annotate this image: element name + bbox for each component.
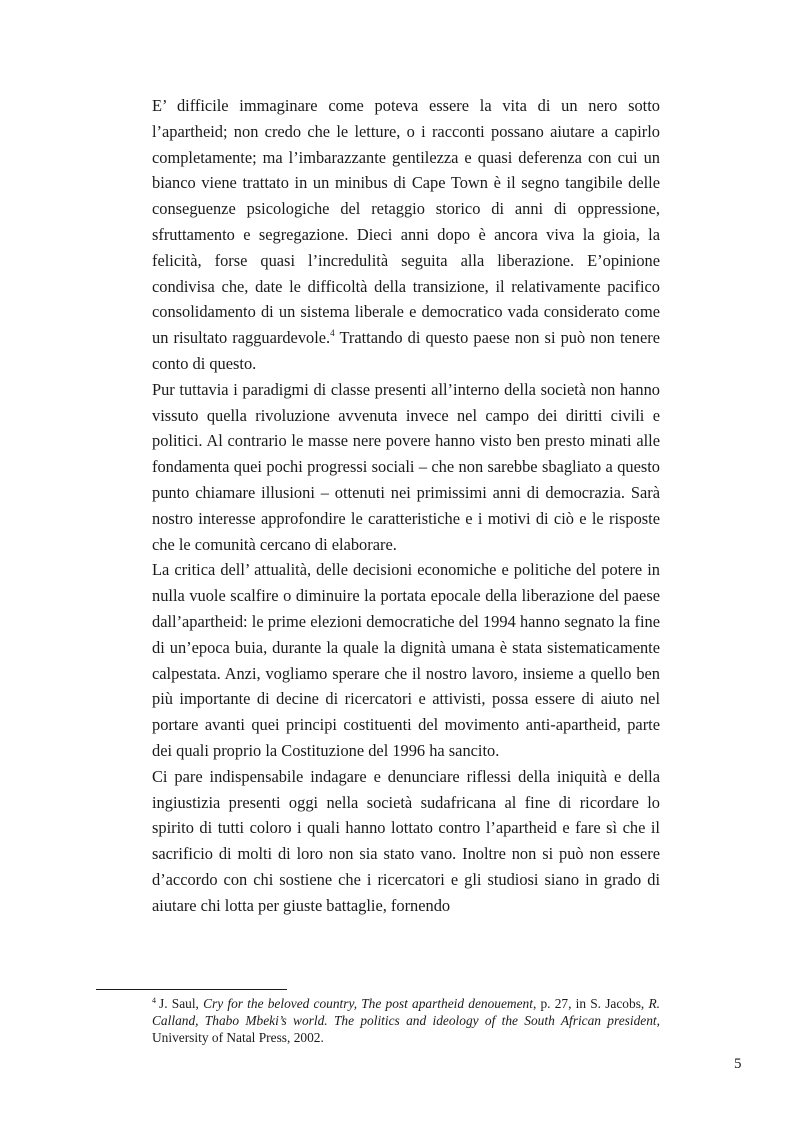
paragraph-3: La critica dell’ attualità, delle decisioni economiche e politiche del potere in nulla vuole scalfire o diminuire la portata epocale della liberazione del paese dall’apartheid: le prime elezioni democratiche del 1994 hanno segnato la fine di un’epoca buia, durante la quale la dignità umana è stata sistematicamente calpestata. Anzi, vogliamo sperare che il nostro lavoro, insieme a quello ben più importante di decine di ricercatori e attivisti, possa essere di aiuto nel portare avanti quei principi costituenti del movimento anti-apartheid, parte dei quali proprio la Costituzione del 1996 ha sancito. bbox=[152, 560, 660, 760]
body-text bbox=[152, 93, 660, 919]
footnote-editors: R. Calland, Thabo Mbeki’s world. The politics and ideology of the South African president, bbox=[152, 996, 660, 1029]
footnote-pages: , p. 27, in S. Jacobs, bbox=[532, 996, 645, 1011]
paragraph-1-text: E’ difficile immaginare come poteva essere la vita di un nero sotto l’apartheid; non credo che le letture, o i racconti possano aiutare a capirlo completamente; ma l’imbarazzante gentilezza e quasi deferenza con cui un bianco viene trattato in un minibus di Cape Town è il segno tangibile delle conseguenze psicologiche del retaggio storico di anni di oppressione, sfruttamento e segregazione. Dieci anni dopo è ancora viva la gioia, la felicità, forse quasi l’incredulità seguita alla liberazione. E’opinione condivisa che, date le difficoltà della transizione, il relativamente pacifico consolidamento di un sistema liberale e democratico vada considerato come un risultato ragguardevole. bbox=[152, 96, 660, 348]
footnote-publisher: University of Natal Press, 2002. bbox=[152, 1030, 324, 1046]
footnote-number: 4 bbox=[152, 996, 156, 1005]
page-number: 5 bbox=[734, 1056, 742, 1072]
footnote-title: Cry for the beloved country, The post apartheid denouement bbox=[203, 996, 533, 1011]
paragraph-1-tail: Trattando di questo paese non si può non tenere conto di questo. bbox=[152, 328, 660, 373]
paragraph-2: Pur tuttavia i paradigmi di classe presenti all’interno della società non hanno vissuto quella rivoluzione avvenuta invece nel campo dei diritti civili e politici. Al contrario le masse nere povere hanno visto ben presto minati alle fondamenta quei pochi progressi sociali – che non sarebbe sbagliato a questo punto chiamare illusioni – ottenuti nei primissimi anni di democrazia. Sarà nostro interesse approfondire le caratteristiche e i motivi di ciò e le risposte che le comunità cercano di elaborare. bbox=[152, 379, 660, 554]
paragraph-1 bbox=[152, 93, 660, 377]
footnote-reference[interactable]: 4 bbox=[330, 328, 335, 339]
paragraph-4: Ci pare indispensabile indagare e denunciare riflessi della iniquità e della ingiustizia presenti oggi nella società sudafricana al fine di ricordare lo spirito di tutti coloro i quali hanno lottato contro l’apartheid e fare sì che il sacrificio di molti di loro non sia stato vano. Inoltre non si può non essere d’accordo con chi sostiene che i ricercatori e gli studiosi siano in grado di aiutare chi lotta per giuste battaglie, fornendo bbox=[152, 766, 660, 915]
footnote-divider bbox=[96, 989, 287, 990]
footnote-author: J. Saul, bbox=[159, 996, 199, 1011]
footnote bbox=[152, 995, 660, 1047]
